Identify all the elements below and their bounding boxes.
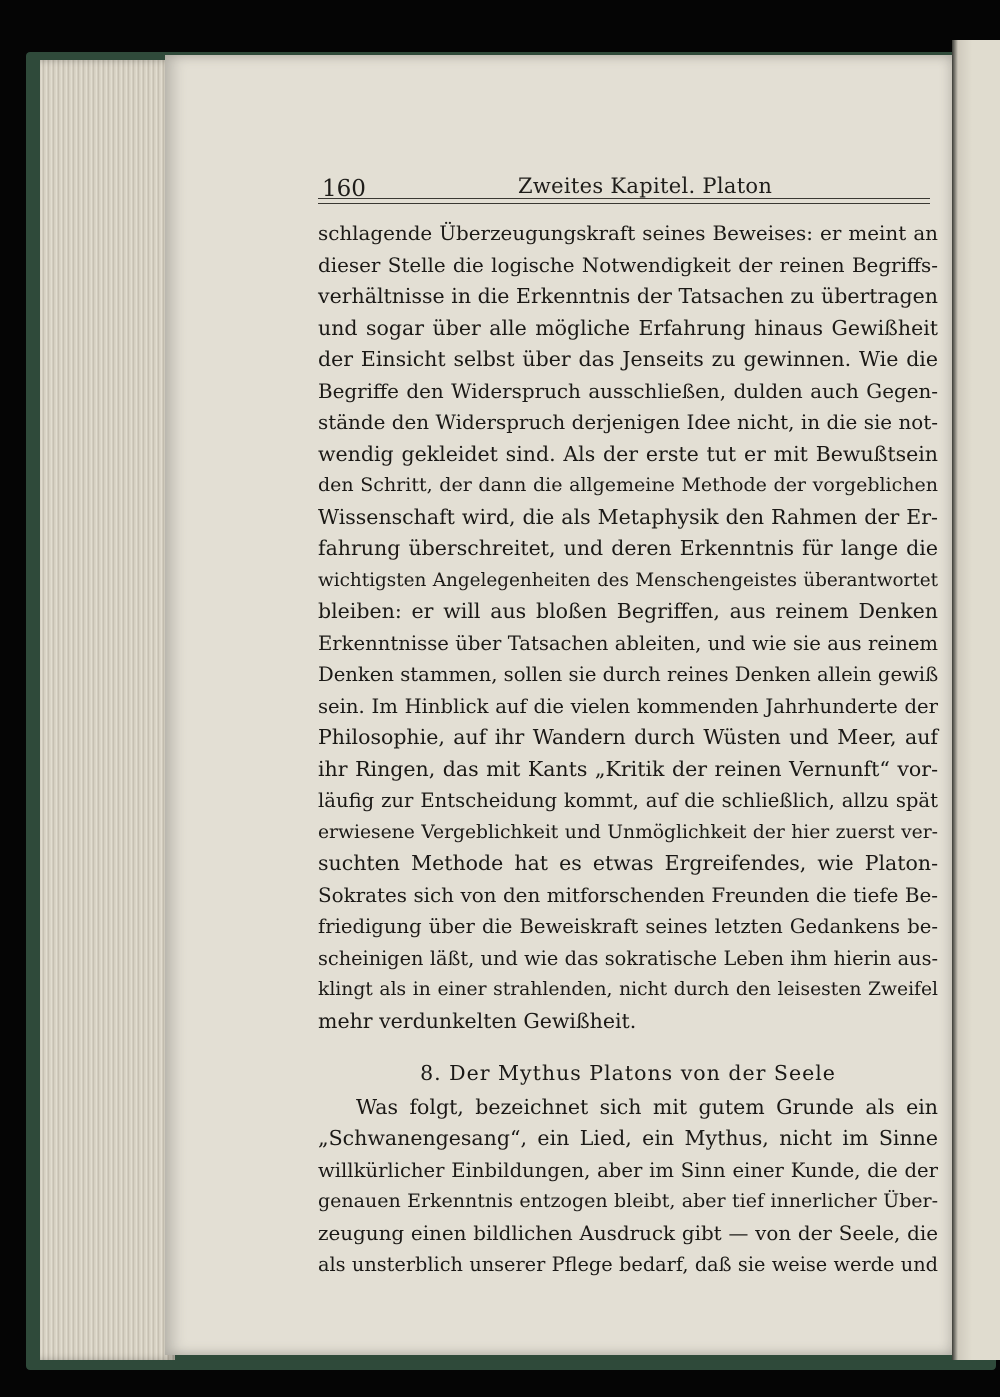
page-edges	[40, 60, 175, 1360]
paragraph-2	[318, 1092, 938, 1281]
page-text	[318, 218, 938, 1281]
header-rule	[318, 198, 930, 204]
text-line: ihr Ringen, das mit Kants „Kritik der reinen Vernunft“ vor-	[318, 756, 938, 781]
running-title: Zweites Kapitel. Platon	[518, 174, 773, 198]
text-line: schlagende Überzeugungskraft seines Beweises: er meint an	[318, 222, 938, 245]
text-line: verhältnisse in die Erkenntnis der Tatsachen zu übertragen	[318, 284, 938, 308]
text-line: als unsterblich unserer Pflege bedarf, daß sie weise werde und	[318, 1253, 938, 1276]
text-line: der Einsicht selbst über das Jenseits zu gewinnen. Wie die	[318, 347, 938, 371]
section-heading: 8. Der Mythus Platons von der Seele	[420, 1061, 836, 1085]
text-line: genauen Erkenntnis entzogen bleibt, aber tief innerlicher Über-	[318, 1190, 938, 1212]
text-line: scheinigen läßt, und wie das sokratische Leben ihm hierin aus-	[318, 946, 938, 970]
text-line: Erkenntnisse über Tatsachen ableiten, und wie sie aus reinem	[318, 631, 938, 655]
text-line: wendig gekleidet sind. Als der erste tut er mit Bewußtsein	[318, 441, 938, 466]
text-line: bleiben: er will aus bloßen Begriffen, aus reinem Denken	[318, 599, 938, 623]
text-line: Wissenschaft wird, die als Metaphysik den Rahmen der Er-	[318, 504, 938, 529]
facing-page-edge	[952, 40, 1000, 1360]
text-line: wichtigsten Angelegenheiten des Menschengeistes überantwortet	[318, 569, 938, 591]
text-line: fahrung überschreitet, und deren Erkenntnis für lange die	[318, 536, 938, 560]
text-line: den Schritt, der dann die allgemeine Methode der vorgeblichen	[318, 474, 938, 496]
text-line: klingt als in einer strahlenden, nicht durch den leisesten Zweifel	[318, 979, 938, 1000]
text-line: willkürlicher Einbildungen, aber im Sinn einer Kunde, die der	[318, 1158, 938, 1182]
text-line: und sogar über alle mögliche Erfahrung hinaus Gewißheit	[318, 315, 938, 340]
text-line: „Schwanengesang“, ein Lied, ein Mythus, nicht im Sinne	[318, 1126, 938, 1150]
text-line: zeugung einen bildlichen Ausdruck gibt — von der Seele, die	[318, 1221, 938, 1245]
text-line: dieser Stelle die logische Notwendigkeit der reinen Begriffs-	[318, 253, 938, 277]
page-number: 160	[322, 176, 366, 202]
text-line: erwiesene Vergeblichkeit und Unmöglichkeit der hier zuerst ver-	[318, 821, 938, 843]
text-line: sein. Im Hinblick auf die vielen kommenden Jahrhunderte der	[318, 694, 938, 718]
text-line: Sokrates sich von den mitforschenden Freunden die tiefe Be-	[318, 883, 938, 907]
text-line: mehr verdunkelten Gewißheit.	[318, 1008, 637, 1033]
text-line: stände den Widerspruch derjenigen Idee nicht, in die sie not-	[318, 411, 938, 434]
text-line: läufig zur Entscheidung kommt, auf die schließlich, allzu spät	[318, 789, 938, 812]
text-line: Begriffe den Widerspruch ausschließen, dulden auch Gegen-	[318, 379, 938, 403]
paragraph-1	[318, 218, 938, 1037]
text-line: Was folgt, bezeichnet sich mit gutem Grunde als ein	[356, 1094, 938, 1119]
text-line: Philosophie, auf ihr Wandern durch Wüsten und Meer, auf	[318, 725, 938, 749]
text-line: friedigung über die Beweiskraft seines letzten Gedankens be-	[318, 915, 938, 938]
text-line: Denken stammen, sollen sie durch reines Denken allein gewiß	[318, 663, 939, 686]
text-line: suchten Methode hat es etwas Ergreifendes, wie Platon-	[318, 851, 938, 875]
